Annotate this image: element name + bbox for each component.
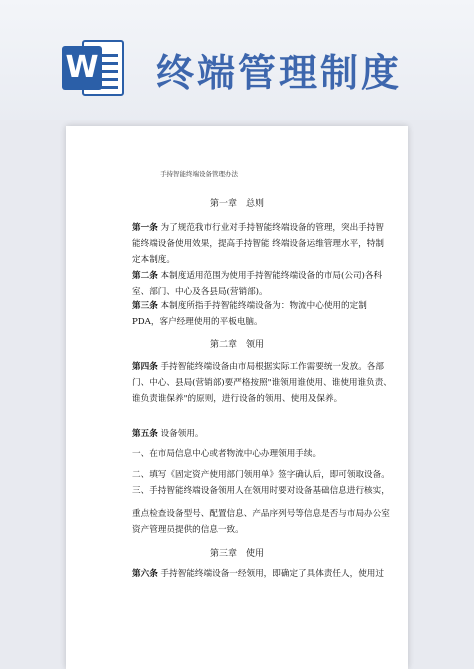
article-5-item-2: 二、填写《固定资产使用部门领用单》签字确认后，即可领取设备。 三、手持智能终端设备领用人在领用时要对设备基础信息进行核实， xyxy=(132,470,390,497)
article-4-label: 第四条 xyxy=(132,362,158,372)
article-1 xyxy=(132,220,392,269)
article-5-label: 第五条 xyxy=(132,429,158,439)
article-2-text: 本制度适用范围为使用手持智能终端设备的市局(公司)各科室、部门、中心及各县局(营销部)。 xyxy=(132,271,383,298)
article-5-text: 设备领用。 xyxy=(160,429,204,439)
article-6-text: 手持智能终端设备一经领用，即确定了具体责任人，使用过 xyxy=(160,569,384,579)
banner xyxy=(0,0,474,120)
chapter-2-title: 第二章 领用 xyxy=(209,340,264,350)
article-6-label: 第六条 xyxy=(132,569,158,579)
article-3-text: 本制度所指手持智能终端设备为：物流中心使用的定制PDA，客户经理使用的平板电脑。 xyxy=(132,301,367,328)
article-1-text: 为了规范我市行业对手持智能终端设备的管理，突出手持智能终端设备使用效果，提高手持智能 终端设备运维管理水平，特制定本制度。 xyxy=(132,223,384,266)
document-page xyxy=(66,126,408,669)
chapter-1-title: 第一章 总则 xyxy=(209,199,264,209)
article-5-item-3: 重点检查设备型号、配置信息、产品序列号等信息是否与市局办公室资产管理员提供的信息一致。 xyxy=(132,509,390,536)
article-6 xyxy=(132,566,392,582)
article-4 xyxy=(132,359,392,408)
word-w-icon: W xyxy=(62,46,102,90)
article-5-item-1: 一、在市局信息中心或者物流中心办理领用手续。 xyxy=(132,449,322,459)
article-2-label: 第二条 xyxy=(132,271,158,281)
article-3-label: 第三条 xyxy=(132,301,158,311)
chapter-3-title: 第三章 使用 xyxy=(209,549,264,559)
article-2 xyxy=(132,268,392,300)
article-5 xyxy=(132,426,392,442)
document-content xyxy=(66,126,408,669)
word-document-icon xyxy=(62,38,132,100)
banner-title: 终端管理制度 xyxy=(156,51,403,95)
document-heading: 手持智能终端设备管理办法 xyxy=(160,170,238,178)
article-3 xyxy=(132,298,392,330)
article-1-label: 第一条 xyxy=(132,223,158,233)
article-4-text: 手持智能终端设备由市局根据实际工作需要统一发放。各部门、中心、县局(营销部)要严格按照"谁领用谁使用、谁使用谁负责、谁负责谁保养"的原则，进行设备的领用、使用及保养。 xyxy=(132,362,392,405)
